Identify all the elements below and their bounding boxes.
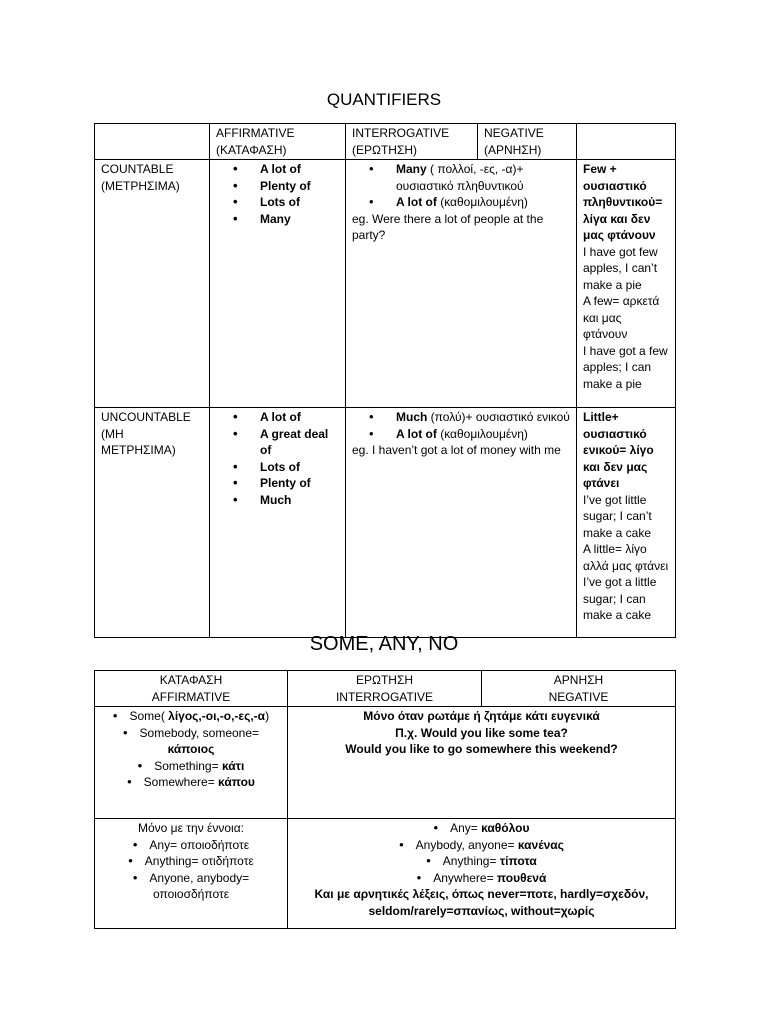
any-affirmative bbox=[95, 819, 288, 929]
list-item: • A lot of (καθομιλουμένη) bbox=[396, 194, 570, 211]
uncountable-row bbox=[95, 408, 676, 638]
list-item: • Somewhere= κάπου bbox=[101, 774, 281, 791]
list-item: • A lot of (καθομιλουμένη) bbox=[396, 426, 570, 443]
list-item: • A great deal of bbox=[260, 426, 339, 459]
header-affirmative: ΚΑΤΑΦΑΣΗ AFFIRMATIVE bbox=[95, 671, 288, 707]
header-negative: NEGATIVE (ΑΡΝΗΣΗ) bbox=[478, 124, 577, 160]
header-interrogative: ΕΡΩΤΗΣΗ INTERROGATIVE bbox=[288, 671, 482, 707]
some-any-no-table bbox=[94, 670, 676, 929]
quantifiers-table bbox=[94, 123, 676, 638]
list-item: • Anything= τίποτα bbox=[294, 853, 669, 870]
list-item: • Anything= οτιδήποτε bbox=[101, 853, 281, 870]
some-any-no-header-row bbox=[95, 671, 676, 707]
countable-negative: Few + ουσιαστικό πληθυντικού= λίγα και δεν μας φτάνουν I have got few apples, I can’t make a pie A few= αρκετά και μας φτάνουν I have got a few apples; I can make a pie bbox=[577, 160, 676, 408]
list-item: • Much bbox=[260, 492, 339, 509]
header-empty-1 bbox=[95, 124, 210, 160]
negative-words-line: Και με αρνητικές λέξεις, όπως never=ποτε, hardly=σχεδόν, bbox=[314, 887, 649, 901]
some-affirmative bbox=[95, 707, 288, 819]
any-row bbox=[95, 819, 676, 929]
list-item: • Any= οποιοδήποτε bbox=[101, 837, 281, 854]
negative-words-line: seldom/rarely=σπανίως, without=χωρίς bbox=[368, 903, 595, 918]
uncountable-negative: Little+ ουσιαστικό ενικού= λίγο και δεν μας φτάνει I’ve got little sugar; I can’t make a cake A little= λίγο αλλά μας φτάνει I’ve got a little sugar; I can make a cake bbox=[577, 408, 676, 638]
header-affirmative: AFFIRMATIVE (ΚΑΤΑΦΑΣΗ) bbox=[210, 124, 346, 160]
countable-affirmative bbox=[210, 160, 346, 408]
some-interrogative: Μόνο όταν ρωτάμε ή ζητάμε κάτι ευγενικά Π.χ. Would you like some tea? Would you like to go somewhere this weekend? bbox=[288, 707, 676, 819]
list-item: • A lot of bbox=[260, 409, 339, 426]
list-item: • Plenty of bbox=[260, 178, 339, 195]
uncountable-interrogative bbox=[346, 408, 577, 638]
uncountable-affirmative bbox=[210, 408, 346, 638]
header-interrogative: INTERROGATIVE (ΕΡΩΤΗΣΗ) bbox=[346, 124, 478, 160]
list-item: • Plenty of bbox=[260, 475, 339, 492]
list-item: • Any= καθόλου bbox=[294, 820, 669, 837]
list-item: • Anybody, anyone= κανένας bbox=[294, 837, 669, 854]
uncountable-label: UNCOUNTABLE (ΜΗ ΜΕΤΡΗΣΙΜΑ) bbox=[95, 408, 210, 638]
countable-interrogative bbox=[346, 160, 577, 408]
list-item: • Anywhere= πουθενά bbox=[294, 870, 669, 887]
example-text: eg. I haven’t got a lot of money with me bbox=[352, 443, 561, 457]
countable-row bbox=[95, 160, 676, 408]
list-item: • Some( λίγος,-οι,-ο,-ες,-α) bbox=[101, 708, 281, 725]
countable-label: COUNTABLE (ΜΕΤΡΗΣΙΜΑ) bbox=[95, 160, 210, 408]
list-item: • Somebody, someone= κάποιος bbox=[101, 725, 281, 758]
quantifiers-header-row bbox=[95, 124, 676, 160]
list-item: • Anyone, anybody= οποιοσδήποτε bbox=[101, 870, 281, 903]
header-empty-2 bbox=[577, 124, 676, 160]
some-row bbox=[95, 707, 676, 819]
quantifiers-title: QUANTIFIERS bbox=[326, 90, 442, 109]
header-negative: ΑΡΝΗΣΗ NEGATIVE bbox=[482, 671, 676, 707]
example-text: eg. Were there a lot of people at the party? bbox=[352, 211, 544, 242]
any-interrogative-negative bbox=[288, 819, 676, 929]
any-intro: Μόνο με την έννοια: bbox=[138, 821, 244, 835]
list-item: • Lots of bbox=[260, 194, 339, 211]
list-item: • Much (πολύ)+ ουσιαστικό ενικού bbox=[396, 409, 570, 426]
list-item: • A lot of bbox=[260, 161, 339, 178]
some-any-no-title: SOME, ANY, NO bbox=[309, 633, 459, 655]
list-item: • Something= κάτι bbox=[101, 758, 281, 775]
list-item: • Many bbox=[260, 211, 339, 228]
list-item: • Many ( πολλοί, -ες, -α)+ ουσιαστικό πληθυντικού bbox=[396, 161, 570, 194]
list-item: • Lots of bbox=[260, 459, 339, 476]
